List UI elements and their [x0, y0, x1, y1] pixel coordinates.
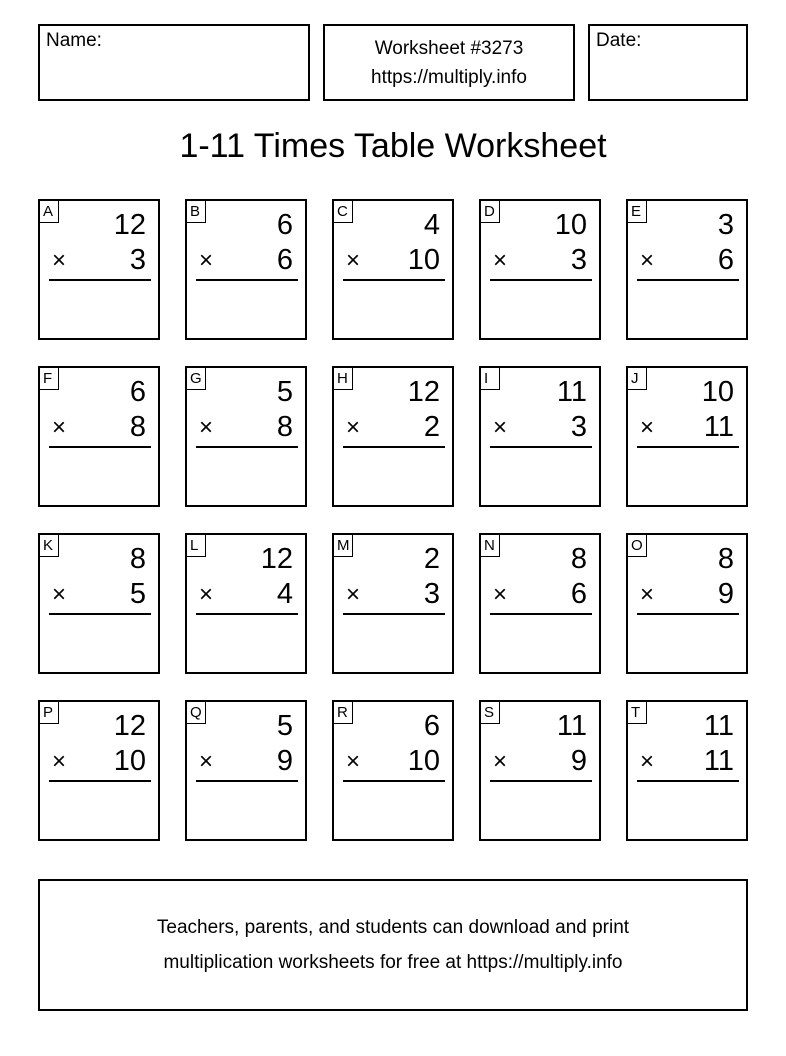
answer-line: [637, 279, 739, 281]
multiplicand: 2: [423, 543, 440, 575]
multiplicand: 6: [423, 710, 440, 742]
multiplicand: 11: [703, 710, 734, 742]
multiplier: 3: [570, 411, 587, 443]
answer-line: [343, 279, 445, 281]
multiplier: 6: [570, 578, 587, 610]
problem-letter: H: [334, 368, 353, 390]
times-sign: ×: [346, 581, 361, 608]
multiplier: 2: [423, 411, 440, 443]
answer-line: [490, 279, 592, 281]
problem-card: [479, 700, 601, 841]
multiplier: 10: [407, 244, 440, 276]
times-sign: ×: [199, 414, 214, 441]
multiplicand: 12: [113, 710, 146, 742]
answer-line: [637, 780, 739, 782]
answer-line: [490, 780, 592, 782]
problem-letter: I: [481, 368, 500, 390]
times-sign: ×: [346, 247, 361, 274]
answer-line: [343, 780, 445, 782]
multiplier: 11: [703, 411, 734, 443]
problem-card: [626, 533, 748, 674]
problem-letter: Q: [187, 702, 206, 724]
multiplier: 4: [276, 578, 293, 610]
problem-card: [332, 533, 454, 674]
problem-card: [479, 533, 601, 674]
problem-card: [626, 700, 748, 841]
problem-card: [332, 366, 454, 507]
answer-line: [196, 446, 298, 448]
multiplicand: 3: [717, 209, 734, 241]
problem-letter: S: [481, 702, 500, 724]
footer-text-line-1: Teachers, parents, and students can download and print: [156, 917, 630, 938]
multiplier: 8: [129, 411, 146, 443]
times-sign: ×: [640, 414, 655, 441]
times-sign: ×: [640, 247, 655, 274]
answer-line: [343, 446, 445, 448]
multiplicand: 5: [276, 376, 293, 408]
multiplier: 3: [423, 578, 440, 610]
date-field-box[interactable]: [588, 24, 748, 101]
answer-line: [637, 446, 739, 448]
times-sign: ×: [346, 414, 361, 441]
worksheet-info-box: [323, 24, 575, 101]
multiplicand: 12: [113, 209, 146, 241]
problem-card: [332, 700, 454, 841]
answer-line: [343, 613, 445, 615]
problem-card: [626, 199, 748, 340]
times-sign: ×: [199, 581, 214, 608]
answer-line: [49, 279, 151, 281]
problem-letter: L: [187, 535, 206, 557]
multiplicand: 4: [423, 209, 440, 241]
problem-card: [185, 199, 307, 340]
multiplier: 9: [717, 578, 734, 610]
problem-letter: O: [628, 535, 647, 557]
multiplicand: 11: [556, 376, 587, 408]
times-sign: ×: [52, 581, 67, 608]
answer-line: [490, 613, 592, 615]
problem-card: [38, 366, 160, 507]
answer-line: [49, 780, 151, 782]
times-sign: ×: [493, 247, 508, 274]
date-label: Date:: [596, 30, 642, 51]
answer-line: [49, 446, 151, 448]
answer-line: [637, 613, 739, 615]
multiplicand: 11: [556, 710, 587, 742]
problem-letter: M: [334, 535, 353, 557]
name-label: Name:: [46, 30, 102, 51]
times-sign: ×: [52, 414, 67, 441]
answer-line: [196, 613, 298, 615]
answer-line: [490, 446, 592, 448]
problem-card: [38, 700, 160, 841]
times-sign: ×: [640, 581, 655, 608]
answer-line: [196, 279, 298, 281]
times-sign: ×: [493, 748, 508, 775]
multiplier: 10: [113, 745, 146, 777]
problem-letter: R: [334, 702, 353, 724]
multiplicand: 10: [554, 209, 587, 241]
footer-text-line-2: multiplication worksheets for free at https://multiply.info: [163, 952, 623, 973]
multiplicand: 12: [407, 376, 440, 408]
problem-letter: J: [628, 368, 647, 390]
multiplicand: 10: [701, 376, 734, 408]
problem-letter: G: [187, 368, 206, 390]
problem-letter: F: [40, 368, 59, 390]
problem-letter: A: [40, 201, 59, 223]
problem-card: [185, 700, 307, 841]
multiplier: 8: [276, 411, 293, 443]
problem-letter: B: [187, 201, 206, 223]
answer-line: [49, 613, 151, 615]
problem-letter: E: [628, 201, 647, 223]
problem-card: [626, 366, 748, 507]
worksheet-number: Worksheet #3273: [374, 38, 524, 59]
multiplier: 3: [570, 244, 587, 276]
times-sign: ×: [493, 581, 508, 608]
multiplicand: 5: [276, 710, 293, 742]
times-sign: ×: [52, 748, 67, 775]
name-field-box[interactable]: [38, 24, 310, 101]
multiplicand: 8: [570, 543, 587, 575]
problem-card: [479, 199, 601, 340]
multiplicand: 6: [276, 209, 293, 241]
multiplicand: 8: [129, 543, 146, 575]
problem-card: [185, 533, 307, 674]
problem-letter: N: [481, 535, 500, 557]
multiplier: 10: [407, 745, 440, 777]
times-sign: ×: [52, 247, 67, 274]
multiplier: 9: [570, 745, 587, 777]
multiplier: 9: [276, 745, 293, 777]
multiplier: 3: [129, 244, 146, 276]
times-sign: ×: [346, 748, 361, 775]
problem-card: [332, 199, 454, 340]
multiplier: 6: [276, 244, 293, 276]
multiplicand: 12: [260, 543, 293, 575]
worksheet-url: https://multiply.info: [371, 67, 527, 88]
problem-card: [38, 199, 160, 340]
times-sign: ×: [199, 247, 214, 274]
problem-letter: K: [40, 535, 59, 557]
problem-card: [185, 366, 307, 507]
multiplicand: 6: [129, 376, 146, 408]
times-sign: ×: [640, 748, 655, 775]
multiplier: 11: [703, 745, 734, 777]
times-sign: ×: [199, 748, 214, 775]
problem-letter: D: [481, 201, 500, 223]
multiplier: 5: [129, 578, 146, 610]
problem-letter: T: [628, 702, 647, 724]
problem-letter: P: [40, 702, 59, 724]
multiplier: 6: [717, 244, 734, 276]
problem-card: [38, 533, 160, 674]
problem-card: [479, 366, 601, 507]
times-sign: ×: [493, 414, 508, 441]
footer-box: [38, 879, 748, 1011]
page-title: 1-11 Times Table Worksheet: [179, 127, 607, 165]
answer-line: [196, 780, 298, 782]
problem-letter: C: [334, 201, 353, 223]
multiplicand: 8: [717, 543, 734, 575]
